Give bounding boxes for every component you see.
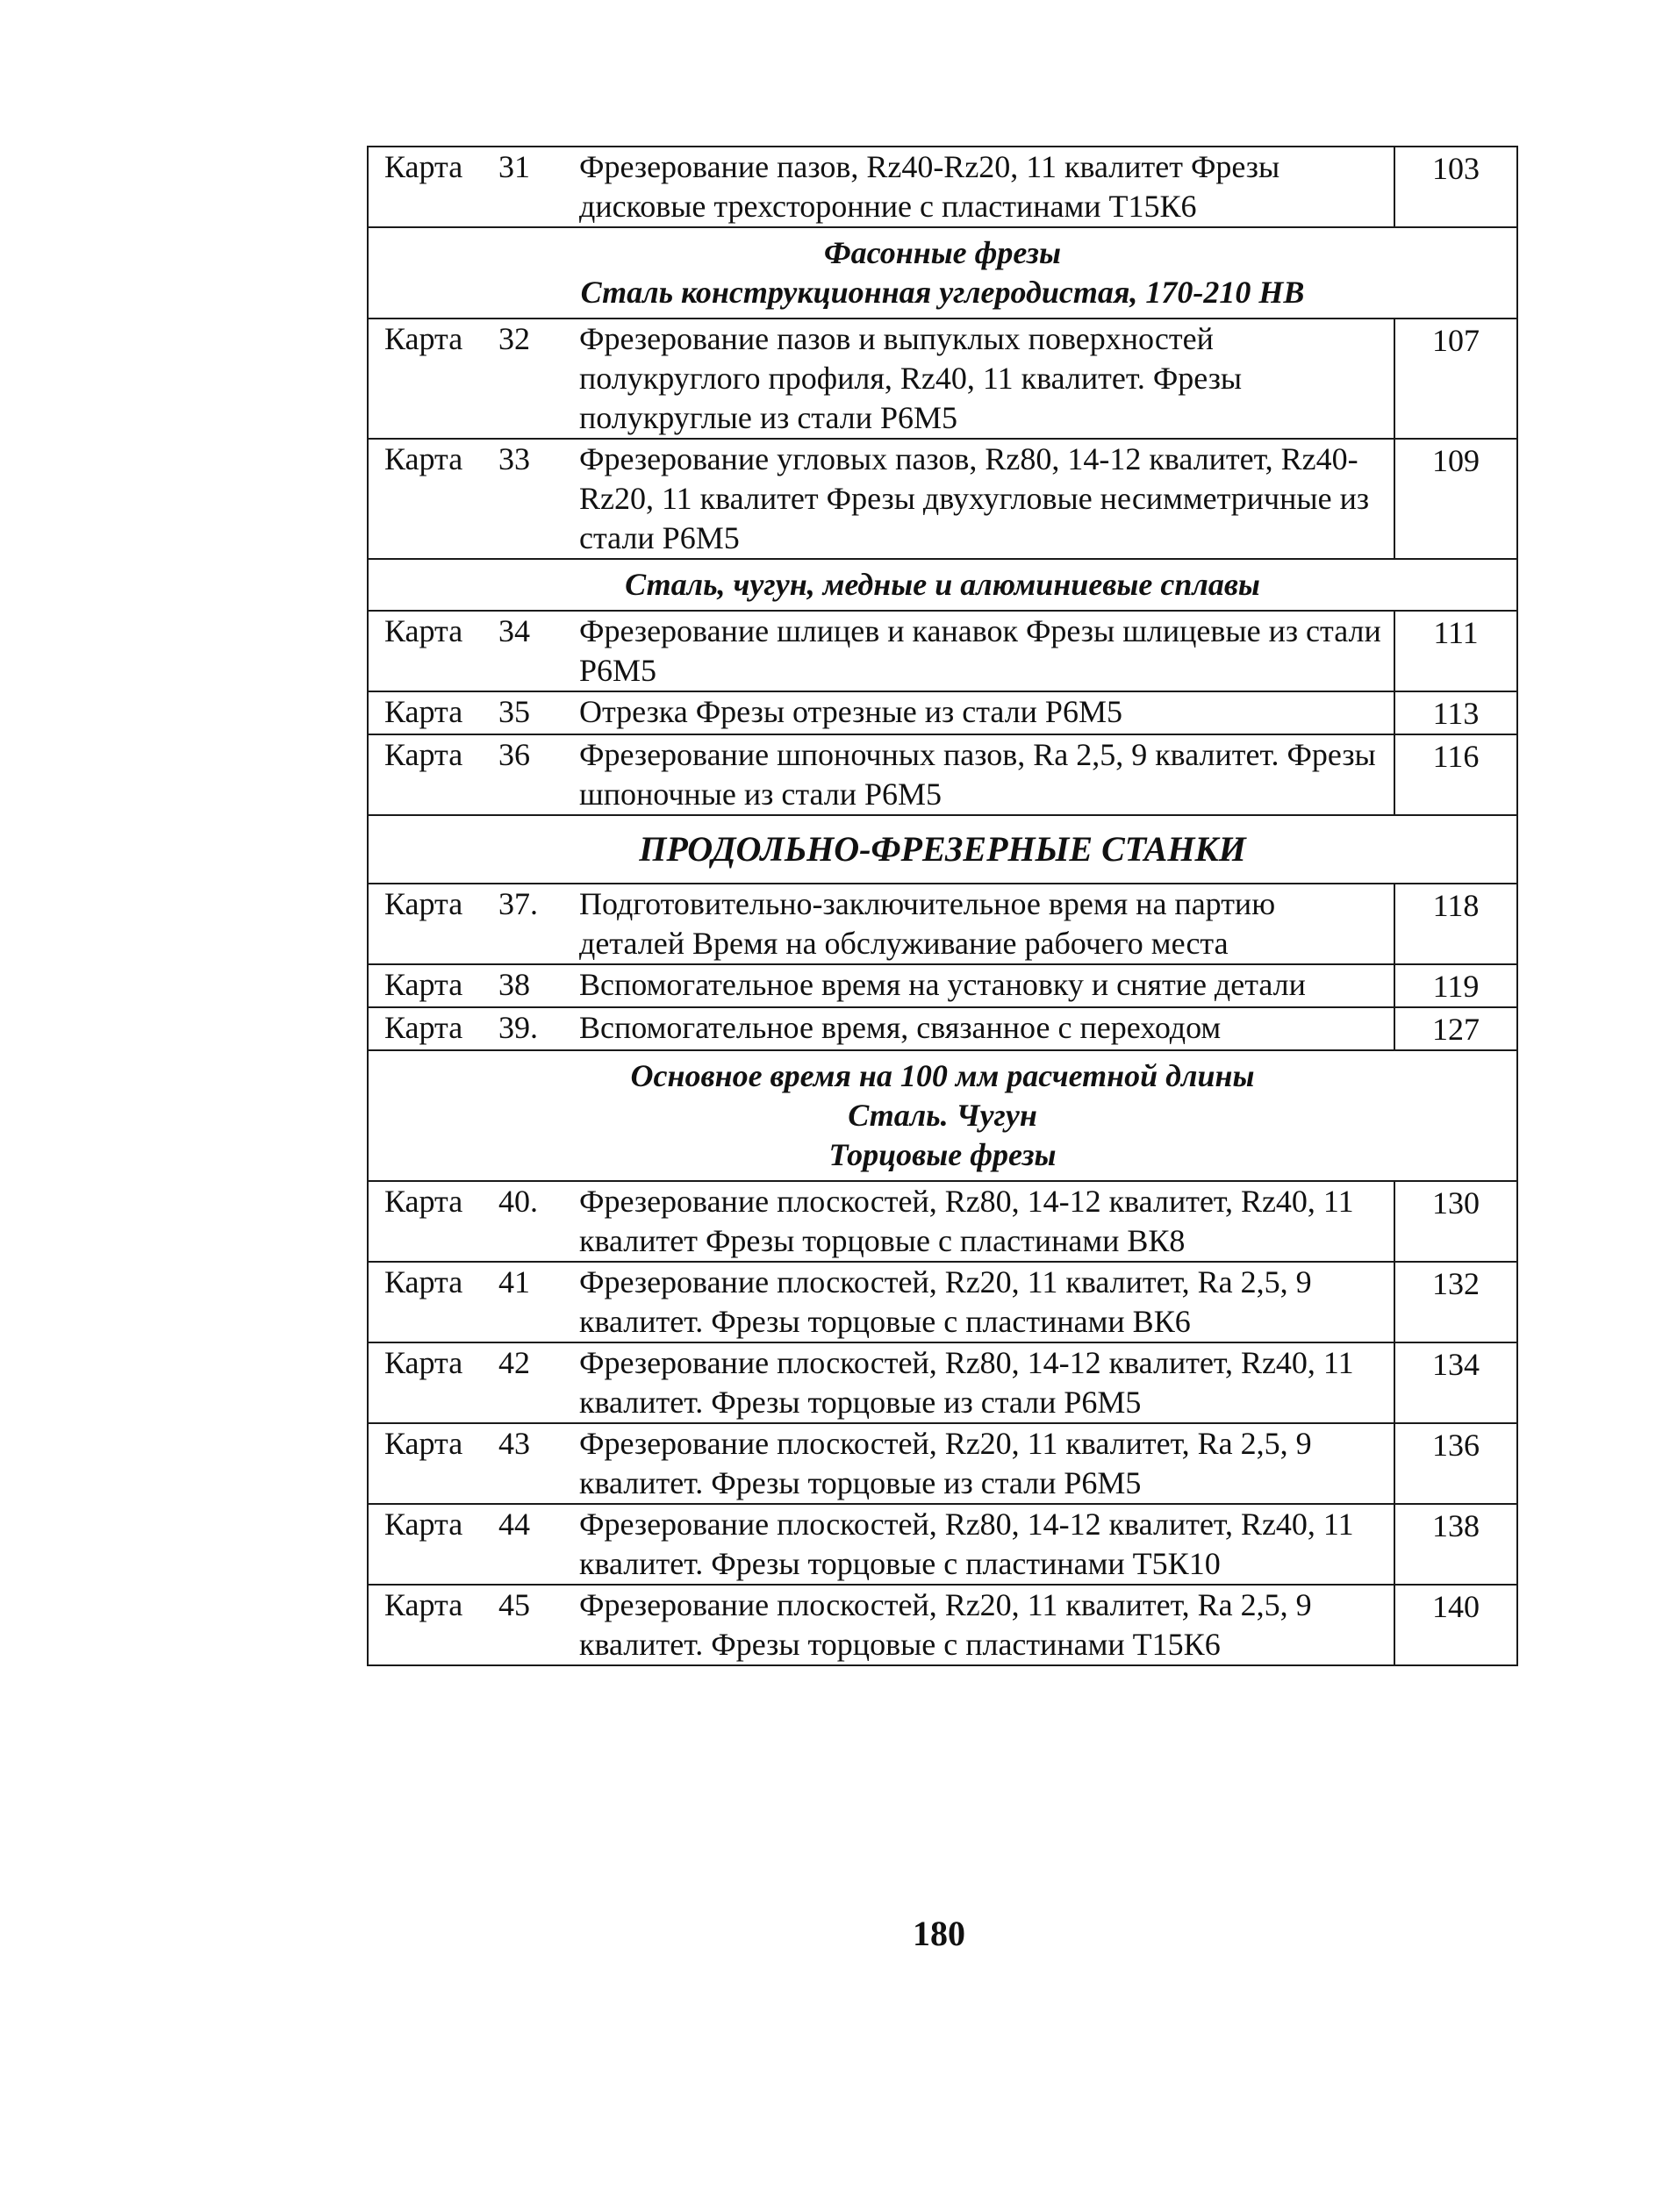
card-description: Фрезерование плоскостей, Rz20, 11 квалитет, Ra 2,5, 9 квалитет. Фрезы торцовые с пластинами ВК6 (579, 1264, 1312, 1339)
card-number: 38 (498, 967, 530, 1002)
entry-cell (368, 734, 1394, 815)
card-description: Вспомогательное время на установку и снятие детали (579, 967, 1306, 1002)
entry-cell (368, 1423, 1394, 1504)
card-description: Фрезерование плоскостей, Rz80, 14-12 квалитет, Rz40, 11 квалитет. Фрезы торцовые из стали Р6М5 (579, 1345, 1354, 1420)
entry-cell (368, 439, 1394, 559)
card-description: Вспомогательное время, связанное с переходом (579, 1010, 1222, 1045)
card-label: Карта (384, 737, 463, 772)
table-row (368, 1262, 1517, 1342)
card-number: 37. (498, 886, 538, 921)
page-number: 180 (913, 1914, 965, 1953)
page-ref: 127 (1394, 1007, 1517, 1050)
card-label: Карта (384, 886, 463, 921)
entry-line (384, 440, 1388, 558)
card-number: 43 (498, 1426, 530, 1461)
entry-line (384, 147, 1388, 226)
card-label: Карта (384, 967, 463, 1002)
card-number: 45 (498, 1587, 530, 1622)
entry-line (384, 735, 1388, 814)
card-label: Карта (384, 1010, 463, 1045)
section-heading-row (368, 227, 1517, 319)
page-ref: 140 (1394, 1585, 1517, 1665)
card-description: Фрезерование шпоночных пазов, Ra 2,5, 9 квалитет. Фрезы шпоночные из стали Р6М5 (579, 737, 1376, 812)
card-label: Карта (384, 321, 463, 356)
entry-cell (368, 147, 1394, 227)
card-number: 41 (498, 1264, 530, 1299)
card-label: Карта (384, 1507, 463, 1542)
table-row (368, 319, 1517, 439)
entry-line (384, 1182, 1388, 1261)
entry-cell (368, 1504, 1394, 1585)
section-heading-row (368, 1050, 1517, 1181)
entry-line (384, 692, 1388, 732)
entry-cell (368, 884, 1394, 964)
card-number: 36 (498, 737, 530, 772)
page-ref: 136 (1394, 1423, 1517, 1504)
entry-cell (368, 1262, 1394, 1342)
card-label: Карта (384, 613, 463, 648)
entry-line (384, 612, 1388, 691)
table-row (368, 691, 1517, 734)
card-label: Карта (384, 441, 463, 476)
page-ref: 103 (1394, 147, 1517, 227)
table-row (368, 884, 1517, 964)
card-number: 42 (498, 1345, 530, 1380)
page-ref: 107 (1394, 319, 1517, 439)
card-number: 34 (498, 613, 530, 648)
page-ref: 134 (1394, 1342, 1517, 1423)
table-row (368, 1504, 1517, 1585)
card-description: Фрезерование плоскостей, Rz80, 14-12 квалитет, Rz40, 11 квалитет. Фрезы торцовые с пластинами Т5К10 (579, 1507, 1354, 1581)
table-row (368, 611, 1517, 691)
card-number: 39. (498, 1010, 538, 1045)
entry-cell (368, 611, 1394, 691)
table-row (368, 1181, 1517, 1262)
card-label: Карта (384, 149, 463, 184)
section-heading-line: Фасонные фрезы (824, 235, 1061, 270)
contents-table (367, 146, 1518, 1666)
entry-cell (368, 1585, 1394, 1665)
entry-cell (368, 319, 1394, 439)
page-ref: 111 (1394, 611, 1517, 691)
section-heading-row (368, 559, 1517, 611)
card-description: Фрезерование плоскостей, Rz80, 14-12 квалитет, Rz40, 11 квалитет Фрезы торцовые с пластинами ВК8 (579, 1184, 1354, 1258)
table-row (368, 439, 1517, 559)
entry-line (384, 1424, 1388, 1503)
table-row (368, 1342, 1517, 1423)
page-ref: 118 (1394, 884, 1517, 964)
page-ref: 119 (1394, 964, 1517, 1007)
card-label: Карта (384, 1587, 463, 1622)
page-ref: 130 (1394, 1181, 1517, 1262)
card-label: Карта (384, 694, 463, 729)
card-description: Фрезерование пазов, Rz40-Rz20, 11 квалитет Фрезы дисковые трехсторонние с пластинами Т15К6 (579, 149, 1280, 224)
card-number: 32 (498, 321, 530, 356)
entry-line (384, 965, 1388, 1005)
section-heading-line: Сталь конструкционная углеродистая, 170-210 НВ (580, 275, 1305, 310)
card-label: Карта (384, 1345, 463, 1380)
entry-line (384, 1008, 1388, 1048)
section-heading (368, 815, 1517, 884)
card-number: 31 (498, 149, 530, 184)
entry-cell (368, 1007, 1394, 1050)
card-description: Подготовительно-заключительное время на партию деталей Время на обслуживание рабочего места (579, 886, 1276, 961)
table-row (368, 1007, 1517, 1050)
entry-line (384, 1586, 1388, 1664)
page-ref: 113 (1394, 691, 1517, 734)
card-number: 33 (498, 441, 530, 476)
section-heading-row (368, 815, 1517, 884)
entry-line (384, 1263, 1388, 1342)
page-ref: 132 (1394, 1262, 1517, 1342)
section-heading-line: Сталь. Чугун (848, 1098, 1037, 1133)
entry-cell (368, 691, 1394, 734)
entry-line (384, 319, 1388, 438)
entry-line (384, 1505, 1388, 1584)
card-description: Фрезерование шлицев и канавок Фрезы шлицевые из стали Р6М5 (579, 613, 1381, 688)
card-description: Фрезерование угловых пазов, Rz80, 14-12 квалитет, Rz40- Rz20, 11 квалитет Фрезы двухугловые несимметричные из стали Р6М5 (579, 441, 1370, 555)
card-description: Фрезерование пазов и выпуклых поверхностей полукруглого профиля, Rz40, 11 квалитет. Фрезы полукруглые из стали Р6М5 (579, 321, 1243, 435)
table-row (368, 734, 1517, 815)
page-ref: 138 (1394, 1504, 1517, 1585)
card-number: 40. (498, 1184, 538, 1219)
table-row (368, 1423, 1517, 1504)
section-heading-line: Торцовые фрезы (828, 1137, 1057, 1172)
section-heading (368, 227, 1517, 319)
entry-line (384, 1343, 1388, 1422)
table-row (368, 1585, 1517, 1665)
card-description: Отрезка Фрезы отрезные из стали Р6М5 (579, 694, 1122, 729)
page-ref: 109 (1394, 439, 1517, 559)
section-heading-line: Сталь, чугун, медные и алюминиевые сплавы (625, 567, 1260, 602)
entry-cell (368, 1342, 1394, 1423)
card-label: Карта (384, 1426, 463, 1461)
entry-line (384, 884, 1388, 963)
contents-table-body (368, 147, 1517, 1665)
section-heading (368, 559, 1517, 611)
card-label: Карта (384, 1264, 463, 1299)
card-number: 35 (498, 694, 530, 729)
card-label: Карта (384, 1184, 463, 1219)
card-description: Фрезерование плоскостей, Rz20, 11 квалитет, Ra 2,5, 9 квалитет. Фрезы торцовые из стали Р6М5 (579, 1426, 1312, 1500)
table-row (368, 964, 1517, 1007)
card-description: Фрезерование плоскостей, Rz20, 11 квалитет, Ra 2,5, 9 квалитет. Фрезы торцовые с пластинами Т15К6 (579, 1587, 1312, 1662)
entry-cell (368, 964, 1394, 1007)
entry-cell (368, 1181, 1394, 1262)
section-heading (368, 1050, 1517, 1181)
section-heading-line: Основное время на 100 мм расчетной длины (630, 1058, 1255, 1093)
card-number: 44 (498, 1507, 530, 1542)
page-ref: 116 (1394, 734, 1517, 815)
table-row (368, 147, 1517, 227)
section-heading-line: ПРОДОЛЬНО-ФРЕЗЕРНЫЕ СТАНКИ (639, 829, 1246, 869)
